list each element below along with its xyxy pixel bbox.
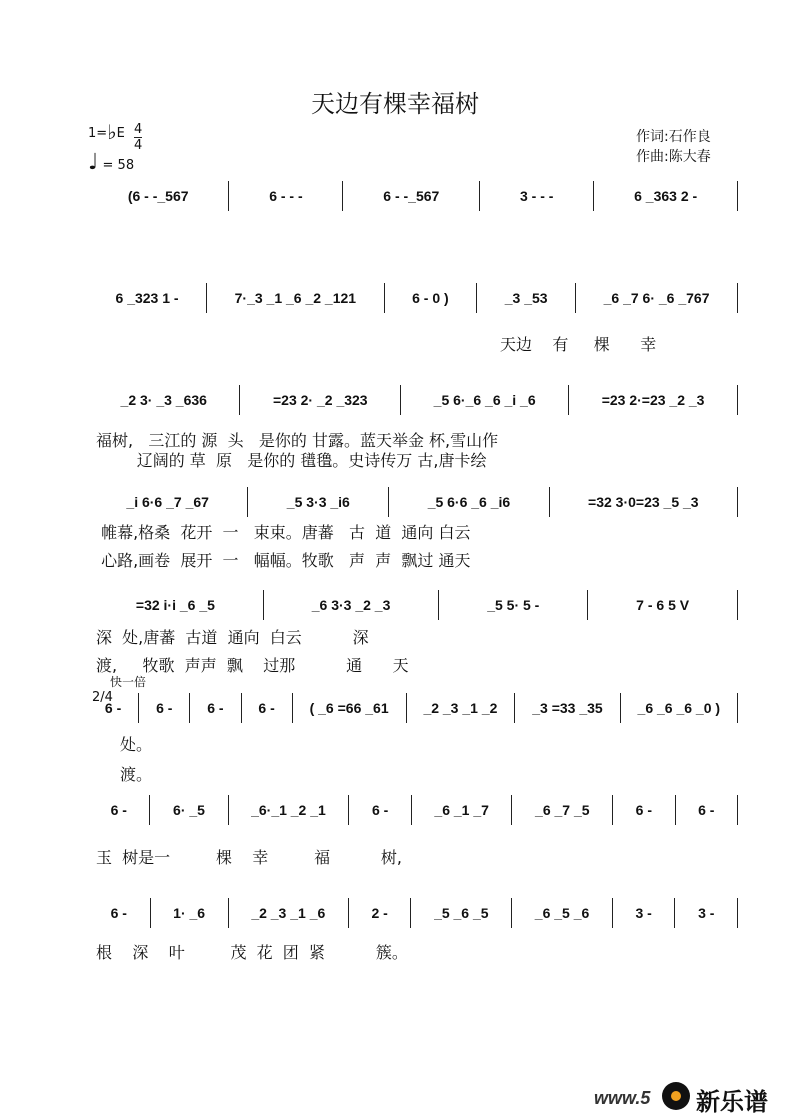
- lyric-line: 福树, 三江的 源 头 是你的 甘露。蓝天举金 杯,雪山作: [96, 431, 499, 450]
- measure: 1· _6: [151, 898, 229, 928]
- measure: _6·_1 _2 _1: [229, 795, 350, 825]
- credits: [636, 127, 711, 167]
- music-row: [88, 385, 738, 415]
- measure: 6 -: [139, 693, 190, 723]
- measure: 6 _363 2 -: [594, 181, 738, 211]
- watermark-site: www.5: [594, 1088, 651, 1108]
- measure: _3 _53: [477, 283, 576, 313]
- measure: 6 - 0 ): [385, 283, 478, 313]
- measure: _2 _3 _1 _2: [407, 693, 516, 723]
- measure: 6 -: [88, 795, 150, 825]
- measure: _6 _7 _5: [512, 795, 613, 825]
- time-signature: [134, 122, 142, 153]
- music-row: [88, 181, 738, 211]
- measure: (6 - -_567: [88, 181, 229, 211]
- tempo-change: 快一倍: [110, 675, 147, 689]
- measure: 6 -: [613, 795, 675, 825]
- watermark-brand: 新乐谱: [696, 1088, 768, 1116]
- time-top: 4: [134, 122, 143, 137]
- song-title: 天边有棵幸福树: [311, 90, 479, 118]
- measure: 3 -: [613, 898, 676, 928]
- measure: _5 6·_6 _6 _i _6: [401, 385, 569, 415]
- lyric-line: 帷幕,格桑 花开 一 束束。唐蕃 古 道 通向 白云: [96, 523, 471, 542]
- measure: _6 3·3 _2 _3: [264, 590, 439, 620]
- measure: _6 _7 6· _6 _767: [576, 283, 738, 313]
- lyric-line: 心路,画卷 展开 一 幅幅。牧歌 声 声 飘过 通天: [96, 551, 471, 570]
- measure: _5 6·6 _6 _i6: [389, 487, 549, 517]
- lyric-line: 根 深 叶 茂 花 团 紧 簇。: [96, 943, 408, 962]
- measure: 3 - - -: [480, 181, 594, 211]
- time-change: 2/4: [92, 690, 113, 705]
- measure: 6 - -_567: [343, 181, 480, 211]
- lyric-line: 辽阔的 草 原 是你的 氆氇。史诗传万 古,唐卡绘: [96, 451, 487, 470]
- measure: =23 2·=23 _2 _3: [569, 385, 738, 415]
- music-row: [88, 898, 738, 928]
- time-bottom: 4: [134, 138, 143, 153]
- lyric-line: 玉 树是一 棵 幸 福 树,: [96, 848, 403, 867]
- key-prefix: 1=: [88, 126, 108, 141]
- quarter-note-icon: ♩: [88, 150, 99, 175]
- lyric-line: 天边 有 棵 幸: [500, 335, 657, 354]
- measure: _6 _5 _6: [512, 898, 613, 928]
- measure: 2 -: [349, 898, 412, 928]
- measure: _5 _6 _5: [411, 898, 512, 928]
- measure: _2 3· _3 _636: [88, 385, 240, 415]
- lyric-line: 深 处,唐蕃 古道 通向 白云 深: [96, 628, 369, 647]
- measure: =32 i·i _6 _5: [88, 590, 264, 620]
- key-note: E: [116, 126, 125, 141]
- lyric-line: 处。: [120, 735, 153, 754]
- measure: _2 _3 _1 _6: [229, 898, 349, 928]
- measure: _5 5· 5 -: [439, 590, 588, 620]
- measure: 6 -: [88, 693, 139, 723]
- key-signature: [88, 118, 125, 142]
- measure: 6 -: [676, 795, 738, 825]
- music-row: [88, 590, 738, 620]
- measure: ( _6 =66 _61: [293, 693, 407, 723]
- measure: 6 -: [88, 898, 151, 928]
- measure: =32 3·0=23 _5 _3: [550, 487, 738, 517]
- music-row: [88, 693, 738, 723]
- measure: _i 6·6 _7 _67: [88, 487, 248, 517]
- measure: 7·_3 _1 _6 _2 _121: [207, 283, 385, 313]
- music-row: [88, 487, 738, 517]
- measure: 6 - - -: [229, 181, 343, 211]
- lyric-line: 渡, 牧歌 声声 飘 过那 通 天: [96, 656, 409, 675]
- measure: _6 _6 _6 _0 ): [621, 693, 738, 723]
- measure: _5 3·3 _i6: [248, 487, 389, 517]
- measure: 6 -: [349, 795, 411, 825]
- measure: 7 - 6 5 V: [588, 590, 738, 620]
- measure: 3 -: [675, 898, 738, 928]
- music-row: [88, 795, 738, 825]
- vinyl-logo-icon: [662, 1082, 690, 1110]
- tempo-value: = 58: [102, 158, 135, 173]
- music-row: [88, 283, 738, 313]
- flat-icon: ♭: [107, 120, 117, 144]
- measure: 6 _323 1 -: [88, 283, 207, 313]
- measure: =23 2· _2 _323: [240, 385, 401, 415]
- lyric-line: 渡。: [120, 765, 153, 784]
- tempo-mark: [88, 150, 134, 175]
- measure: 6· _5: [150, 795, 228, 825]
- composer: 作曲:陈大春: [636, 149, 711, 165]
- measure: _3 =33 _35: [515, 693, 620, 723]
- lyricist: 作词:石作良: [636, 129, 711, 145]
- measure: _6 _1 _7: [412, 795, 513, 825]
- measure: 6 -: [242, 693, 293, 723]
- measure: 6 -: [190, 693, 241, 723]
